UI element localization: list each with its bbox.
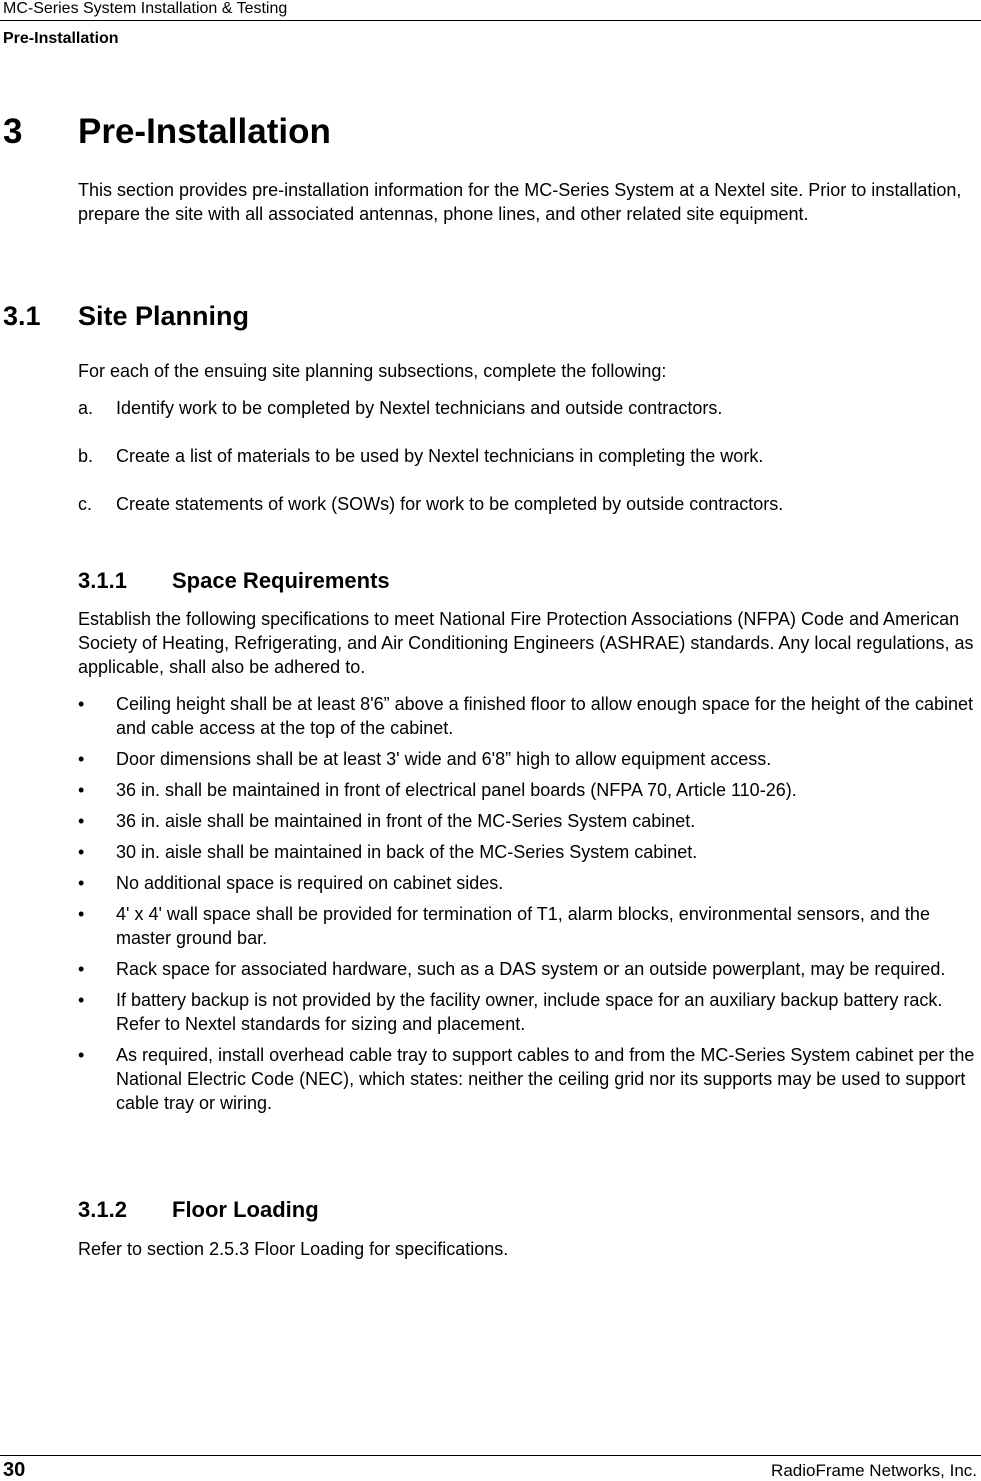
chapter-intro: This section provides pre-installation information for the MC-Series System at a Nextel site. Prior to installation, prepare the site with all associated antennas, phone lines, and other related site equipment. [78,180,962,224]
space-requirements-list [78,692,980,1122]
section-number: 3.1 [3,301,41,331]
floor-loading-text: Refer to section 2.5.3 Floor Loading for specifications. [78,1239,509,1259]
list-item [78,840,980,864]
footer-divider [0,1455,981,1456]
list-item [78,988,980,1036]
subsection-title: Space Requirements [172,568,390,593]
list-item-text: If battery backup is not provided by the facility owner, include space for an auxiliary backup battery rack. Refer to Nextel standards for sizing and placement. [116,990,943,1034]
bullet-glyph: • [78,842,85,862]
header-divider [0,20,981,21]
list-item-text: 36 in. aisle shall be maintained in front of the MC-Series System cabinet. [116,811,696,831]
chapter-number: 3 [3,112,23,151]
step-text: Create a list of materials to be used by Nextel technicians in completing the work. [116,446,764,466]
subsection-number: 3.1.1 [78,568,127,593]
list-item [78,747,980,771]
bullet-glyph: • [78,990,85,1010]
list-item-text: 4' x 4' wall space shall be provided for termination of T1, alarm blocks, environmental sensors, and the master ground bar. [116,904,930,948]
site-planning-intro: For each of the ensuing site planning subsections, complete the following: [78,361,667,381]
list-item-text: Rack space for associated hardware, such as a DAS system or an outside powerplant, may be required. [116,959,946,979]
step-text: Create statements of work (SOWs) for work to be completed by outside contractors. [116,494,784,514]
step-letter: a. [78,398,94,418]
list-item [78,778,980,802]
bullet-glyph: • [78,694,85,714]
bullet-glyph: • [78,811,85,831]
step-text: Identify work to be completed by Nextel technicians and outside contractors. [116,398,723,418]
bullet-glyph: • [78,749,85,769]
list-item-text: Door dimensions shall be at least 3' wide and 6'8” high to allow equipment access. [116,749,772,769]
list-item [78,871,980,895]
space-requirements-intro: Establish the following specifications to meet National Fire Protection Associations (NFPA) Code and American Society of Heating, Refrigerating, and Air Conditioning Engineers (ASHRAE) standards. Any local regulations, as applicable, shall also be adhered to. [78,609,974,677]
step-letter: c. [78,494,93,514]
footer-company: RadioFrame Networks, Inc. [771,1461,977,1480]
bullet-glyph: • [78,780,85,800]
chapter-title: Pre-Installation [78,112,331,151]
list-item [78,809,980,833]
bullet-glyph: • [78,1045,85,1065]
bullet-glyph: • [78,873,85,893]
list-item [78,692,980,740]
list-item [78,902,980,950]
bullet-glyph: • [78,904,85,924]
list-item-text: 36 in. shall be maintained in front of electrical panel boards (NFPA 70, Article 110-26). [116,780,797,800]
running-header-title: MC-Series System Installation & Testing [3,0,288,17]
list-item-text: Ceiling height shall be at least 8'6” above a finished floor to allow enough space for the height of the cabinet and cable access at the top of the cabinet. [116,694,974,738]
list-item-text: 30 in. aisle shall be maintained in back of the MC-Series System cabinet. [116,842,698,862]
subsection-title: Floor Loading [172,1197,319,1222]
running-header-section: Pre-Installation [3,30,119,47]
list-item-text: As required, install overhead cable tray to support cables to and from the MC-Series System cabinet per the National Electric Code (NEC), which states: neither the ceiling grid nor its supports may be used to support cable tray or wiring. [116,1045,975,1113]
bullet-glyph: • [78,959,85,979]
list-item [78,957,980,981]
subsection-number: 3.1.2 [78,1197,127,1222]
section-title: Site Planning [78,301,250,331]
page-number: 30 [3,1459,26,1481]
list-item-text: No additional space is required on cabinet sides. [116,873,504,893]
step-letter: b. [78,446,94,466]
list-item [78,1043,980,1115]
